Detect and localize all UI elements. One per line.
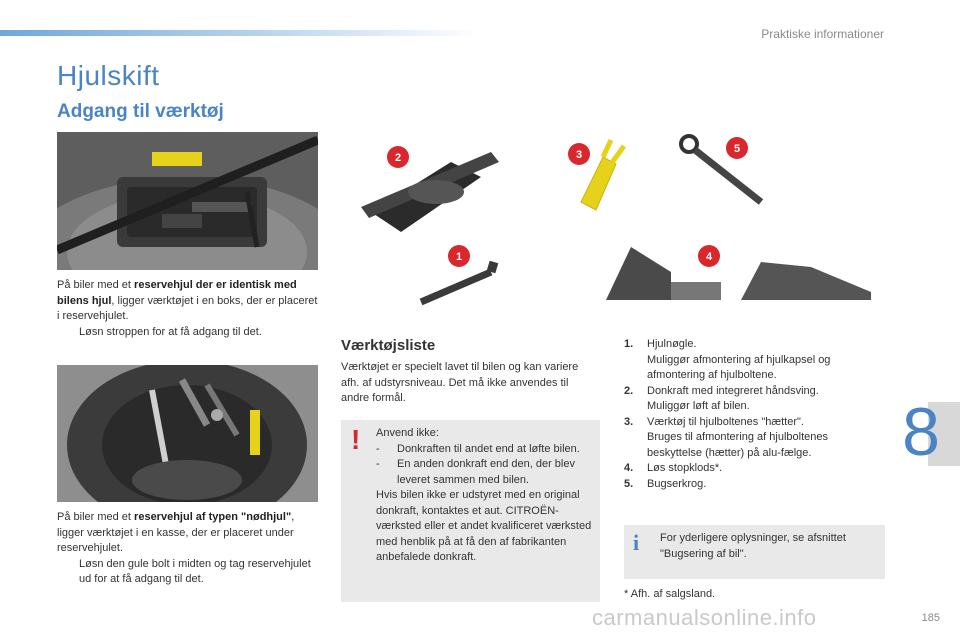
towing-eye-illustration (681, 136, 761, 202)
info-box (624, 525, 885, 579)
header-accent-bar (0, 30, 480, 36)
warning-item: - En anden donkraft end den, der blev leveret sammen med bilen. (376, 458, 575, 486)
tools-intro: Værktøjet er specielt lavet til bilen og kan variere afh. af udstyrsniveau. Det må ikke anvendes til andre formål. (341, 361, 579, 404)
instruction-bullet: Løsn stroppen for at få adgang til det. (57, 325, 319, 341)
tool-badge-2-label: 2 (394, 152, 402, 164)
tool-badge-5-label: 5 (733, 143, 741, 155)
bullet-mark (57, 557, 79, 588)
section-title: Praktiske informationer (761, 27, 884, 41)
page-title: Hjulskift (57, 60, 160, 91)
wheel-brace-illustration (421, 262, 494, 302)
list-item: 3. Værktøj til hjulboltenes "hætter". Bruges til afmontering af hjulboltenes beskyttelse (hætter) på alu-fælge. (624, 415, 828, 459)
info-icon: i (633, 530, 640, 555)
list-item: 4. Løs stopklods*. (624, 462, 723, 474)
bullet-mark (57, 325, 79, 341)
warning-body: Hvis bilen ikke er udstyret med en original donkraft, kontaktes et aut. CITROËN-værksted eller et andet kvalificeret værksted med henblik på at få den af fabrikanten anbefalede donkraft. (376, 489, 592, 563)
warning-lead: Anvend ikke: (376, 427, 439, 439)
instruction-bullet: Løsn den gule bolt i midten og tag reservehjulet ud for at få adgang til det. (57, 557, 319, 588)
tools-illustration (341, 132, 886, 312)
page-number: 185 (921, 612, 940, 624)
tool-list (624, 337, 874, 492)
warning-box (341, 420, 600, 602)
tools-list-title: Værktøjsliste (341, 337, 436, 354)
list-item: 2. Donkraft med integreret håndsving. Muliggør løft af bilen. (624, 384, 819, 412)
info-text: For yderligere oplysninger, se afsnittet "Bugsering af bil". (660, 532, 846, 560)
photo-temporary-spare-wheel (57, 365, 318, 502)
list-item: 5. Bugserkrog. (624, 477, 707, 490)
footnote: * Afh. af salgsland. (624, 588, 716, 600)
wheel-chock-illustration (606, 247, 871, 300)
tool-badge-4-label: 4 (705, 251, 713, 263)
section-subtitle: Adgang til værktøj (57, 101, 224, 122)
jack-illustration (361, 152, 499, 232)
text-temporary-spare: På biler med et reservehjul af typen "nødhjul", ligger værktøjet i en kasse, der er placeret under reservehjulet. Løsn den gule bolt i midten og tag reservehjulet ud for at få adgang til det. (57, 510, 319, 588)
tool-badge-3-label: 3 (575, 149, 583, 161)
watermark: carmanualsonline.info (592, 605, 817, 630)
list-item: 1. Hjulnøgle. Muliggør afmontering af hjulkapsel og afmontering af hjulboltene. (624, 338, 831, 381)
warning-item: - Donkraften til andet end at løfte bilen. (376, 442, 580, 455)
photo-toolbox-spare-wheel (57, 132, 318, 270)
tool-badge-1-label: 1 (455, 251, 463, 263)
text-standard-spare: På biler med et reservehjul der er identisk med bilens hjul, ligger værktøjet i en boks, der er placeret i reservehjulet. Løsn stroppen for at få adgang til det. (57, 278, 319, 340)
chapter-number: 8 (902, 394, 940, 470)
warning-icon: ! (351, 424, 361, 455)
